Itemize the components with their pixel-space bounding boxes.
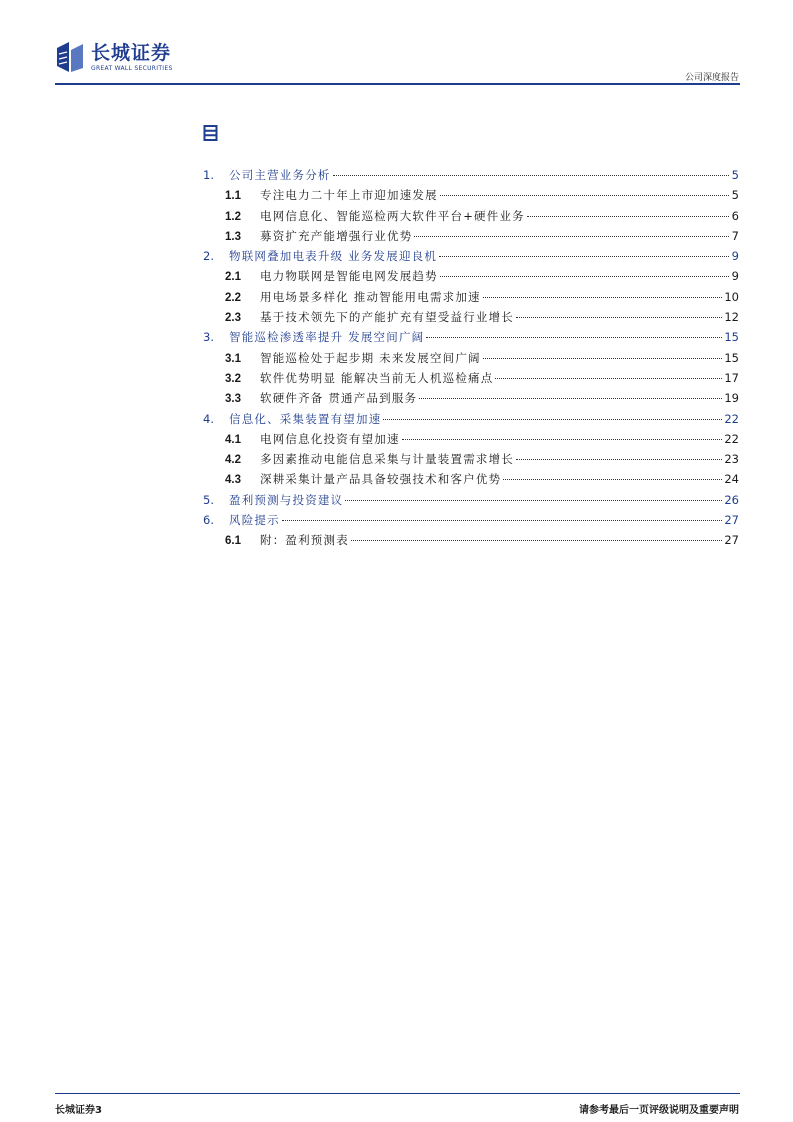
toc-entry[interactable] [203,228,739,248]
toc-entry-page: 27 [724,533,739,548]
toc-entry[interactable] [203,350,739,370]
report-type-label: 公司深度报告 [684,73,739,83]
toc-entry-number: 6.1 [225,535,241,548]
toc-entry-title: 多因素推动电能信息采集与计量装置需求增长 [260,452,514,467]
toc-entry-page: 24 [724,472,739,487]
toc-dot-leader [516,459,722,460]
toc-entry-page: 22 [724,431,739,446]
toc-entry-title: 附：盈利预测表 [260,533,349,548]
toc-entry[interactable] [203,370,739,390]
toc-entry-title: 信息化、采集装置有望加速 [229,411,382,426]
toc-entry-number: 4.3 [225,474,241,487]
toc-entry-page: 15 [724,330,739,345]
toc-dot-leader [516,317,722,318]
toc-entry-number: 1.3 [225,230,241,243]
toc-entry-title: 公司主营业务分析 [229,168,331,182]
toc-dot-leader [440,276,729,277]
table-of-contents-icon [203,125,218,141]
toc-entry-title: 用电场景多样化 推动智能用电需求加速 [260,289,481,304]
toc-entry-number: 2.2 [225,291,241,304]
toc-entry-title: 深耕采集计量产品具备较强技术和客户优势 [260,472,502,487]
header-divider [55,83,740,85]
toc-entry-page: 15 [724,350,739,365]
toc-entry-number: 4. [203,411,214,426]
toc-entry-page: 9 [731,269,739,284]
toc-entry[interactable] [203,451,739,471]
toc-entry-title: 盈利预测与投资建议 [229,492,344,507]
toc-dot-leader [345,500,722,501]
toc-dot-leader [440,195,729,196]
toc-entry-number: 3.1 [225,352,241,365]
logo-chinese-name: 长城证券 [91,42,172,64]
toc-entry-number: 6. [203,513,214,528]
toc-entry[interactable] [203,492,739,512]
table-of-contents [203,167,739,553]
toc-entry-page: 17 [724,370,739,385]
footer-disclaimer-note: 请参考最后一页评级说明及重要声明 [579,1105,739,1116]
toc-entry[interactable] [203,471,739,491]
toc-entry[interactable] [203,329,739,349]
toc-entry[interactable] [203,187,739,207]
toc-entry-page: 27 [724,513,739,528]
toc-entry-number: 3. [203,330,214,345]
toc-entry-page: 23 [724,452,739,467]
toc-entry-number: 2. [203,249,214,264]
toc-dot-leader [351,540,722,541]
toc-dot-leader [483,297,723,298]
toc-entry-title: 基于技术领先下的产能扩充有望受益行业增长 [260,310,514,325]
toc-dot-leader [495,378,722,379]
toc-entry-number: 3.2 [225,372,241,385]
toc-entry-title: 智能巡检渗透率提升 发展空间广阔 [229,330,425,345]
toc-entry-number: 4.2 [225,454,241,467]
toc-entry[interactable] [203,390,739,410]
toc-entry-page: 10 [724,289,739,304]
toc-dot-leader [483,358,723,359]
toc-dot-leader [426,337,722,338]
toc-entry-title: 募资扩充产能增强行业优势 [260,228,413,243]
toc-dot-leader [333,175,729,176]
footer-divider [55,1093,740,1094]
toc-dot-leader [282,520,723,521]
great-wall-logo-icon [55,40,85,74]
toc-entry-title: 风险提示 [229,513,280,528]
toc-entry-title: 软件优势明显 能解决当前无人机巡检痛点 [260,370,494,385]
toc-entry-page: 19 [724,391,739,406]
toc-entry[interactable] [203,431,739,451]
toc-entry-number: 5. [203,492,214,507]
toc-entry-page: 12 [724,310,739,325]
toc-dot-leader [402,439,723,440]
toc-entry-page: 6 [731,208,739,223]
logo-english-name: GREAT WALL SECURITIES [91,65,173,72]
toc-dot-leader [527,216,729,217]
toc-entry[interactable] [203,309,739,329]
toc-entry-number: 1.2 [225,210,241,223]
toc-entry-number: 1.1 [225,190,241,203]
toc-entry-title: 专注电力二十年上市迎加速发展 [260,188,438,203]
toc-entry-page: 5 [731,188,739,203]
toc-entry-number: 2.3 [225,312,241,325]
toc-entry-page: 7 [731,228,739,243]
toc-entry[interactable] [203,289,739,309]
toc-entry[interactable] [203,208,739,228]
toc-dot-leader [414,236,729,237]
toc-dot-leader [503,479,722,480]
toc-dot-leader [439,256,729,257]
toc-entry-number: 3.3 [225,393,241,406]
toc-entry-title: 电网信息化投资有望加速 [260,431,400,446]
company-logo [55,40,173,74]
toc-entry-number: 1. [203,168,214,182]
toc-entry-number: 2.1 [225,271,241,284]
toc-entry[interactable] [203,167,739,187]
toc-entry[interactable] [203,512,739,532]
toc-entry[interactable] [203,411,739,431]
footer-company-page: 长城证券3 [55,1105,102,1116]
toc-dot-leader [419,398,722,399]
toc-entry-page: 5 [731,168,739,182]
toc-entry-page: 26 [724,492,739,507]
toc-entry-title: 物联网叠加电表升级 业务发展迎良机 [229,249,438,264]
toc-entry-title: 软硬件齐备 贯通产品到服务 [260,391,418,406]
toc-entry[interactable] [203,248,739,268]
toc-entry-page: 9 [731,249,739,264]
toc-entry-number: 4.1 [225,433,241,446]
toc-entry-title: 电网信息化、智能巡检两大软件平台+硬件业务 [260,208,525,223]
toc-entry[interactable] [203,532,739,552]
toc-entry-title: 智能巡检处于起步期 未来发展空间广阔 [260,350,481,365]
toc-entry-title: 电力物联网是智能电网发展趋势 [260,269,438,284]
toc-entry-page: 22 [724,411,739,426]
toc-entry[interactable] [203,268,739,288]
toc-dot-leader [383,419,722,420]
